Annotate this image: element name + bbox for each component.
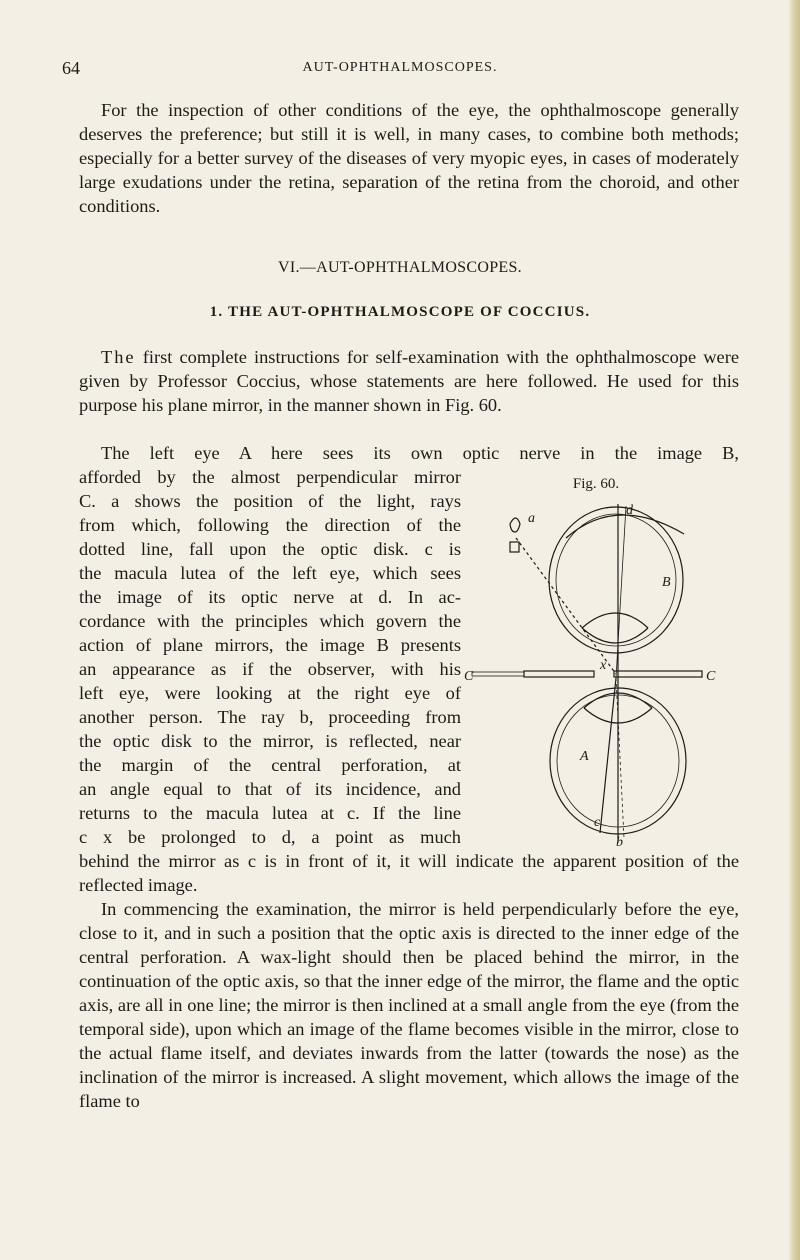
text-line: returns to the macula lutea at c. If the line xyxy=(79,803,461,823)
figure-caption: Fig. 60. xyxy=(572,476,620,492)
text-line: C. a shows the position of the light, rays xyxy=(79,491,461,511)
text-line: an angle equal to that of its incidence, and xyxy=(79,779,461,799)
paragraph-3-wrapped-text xyxy=(79,465,461,849)
page-edge-shading xyxy=(788,0,800,1260)
text-line: action of plane mirrors, the image B presents xyxy=(79,635,461,655)
label-C-left: C xyxy=(464,669,474,684)
label-d: d xyxy=(626,503,633,518)
eye-b-inner-outline xyxy=(556,514,676,646)
section-heading: VI.—AUT-OPHTHALMOSCOPES. xyxy=(278,259,522,276)
text-line: afforded by the almost perpendicular mirror xyxy=(79,467,461,487)
text-line: the optic disk to the mirror, is reflected, near xyxy=(79,731,461,751)
page-header xyxy=(0,58,800,82)
label-c: c xyxy=(594,815,601,830)
label-A: A xyxy=(580,749,589,764)
text-line: the margin of the central perforation, at xyxy=(79,755,461,775)
page-number: 64 xyxy=(62,58,80,78)
text-line: dotted line, fall upon the optic disk. c is xyxy=(79,539,461,559)
paragraph-3-lead-line: The left eye A here sees its own optic nerve in the image B, xyxy=(101,443,739,463)
label-x: x xyxy=(600,658,607,673)
label-a: a xyxy=(528,511,535,526)
dotted-light-ray xyxy=(516,538,616,674)
label-C-right: C xyxy=(706,669,716,684)
paragraph-1: For the inspection of other conditions of the eye, the ophthalmoscope generally deserves the preference; but still it is well, in many cases, to combine both methods; especially for a better survey of the diseases of very myopic eyes, in cases of moderately large exudations under the retina, separation of the retina from the choroid, and other conditions. xyxy=(79,100,739,216)
text-line: cordance with the principles which govern the xyxy=(79,611,461,631)
paragraph-3-tail: behind the mirror as c is in front of it, it will indicate the apparent position of the reflected image. xyxy=(79,851,739,895)
text-line: left eye, were looking at the right eye of xyxy=(79,683,461,703)
candle-holder xyxy=(510,542,519,552)
paragraph-2-lead: The xyxy=(101,347,136,367)
mirror-left-handle xyxy=(472,672,524,676)
paragraph-2-text: first complete instructions for self-examination with the ophthalmoscope were given by Professor Coccius, whose statements are here followed. He used for this purpose his plane mirror, in the manner shown in Fig. 60. xyxy=(79,347,739,415)
label-b: b xyxy=(616,835,623,850)
running-title: AUT-OPHTHALMOSCOPES. xyxy=(302,60,498,75)
text-line: the image of its optic nerve at d. In ac- xyxy=(79,587,461,607)
figure-svg xyxy=(466,498,740,850)
mirror-left-half xyxy=(524,671,594,677)
text-line: an appearance as if the observer, with his xyxy=(79,659,461,679)
flame-shape xyxy=(510,518,520,532)
paragraph-2 xyxy=(79,345,739,417)
mirror-right-half xyxy=(614,671,702,677)
text-line: c x be prolonged to d, a point as much xyxy=(79,827,461,847)
text-line: from which, following the direction of the xyxy=(79,515,461,535)
subsection-heading: 1. THE AUT-OPHTHALMOSCOPE OF COCCIUS. xyxy=(209,304,591,320)
dotted-ray-lower xyxy=(616,678,624,838)
label-B: B xyxy=(662,575,671,590)
text-line: the macula lutea of the left eye, which sees xyxy=(79,563,461,583)
reflected-ray-to-macula xyxy=(600,678,616,833)
text-line: another person. The ray b, proceeding from xyxy=(79,707,461,727)
eye-b-lens-arc xyxy=(582,613,648,628)
figure-60-diagram xyxy=(466,498,740,850)
paragraph-4: In commencing the examination, the mirror is held perpendicularly before the eye, close to it, and in such a position that the optic axis is directed to the inner edge of the central perforation. A wax-light should then be placed behind the mirror, in the continuation of the optic axis, so that the inner edge of the mirror, the flame and the optic axis, are all in one line; the mirror is then inclined at a small angle from the eye (from the temporal side), upon which an image of the flame becomes visible in the mirror, close to the actual flame itself, and deviates inwards from the latter (towards the nose) as the inclination of the mirror is increased. A slight movement, which allows the image of the flame to xyxy=(79,899,739,1111)
